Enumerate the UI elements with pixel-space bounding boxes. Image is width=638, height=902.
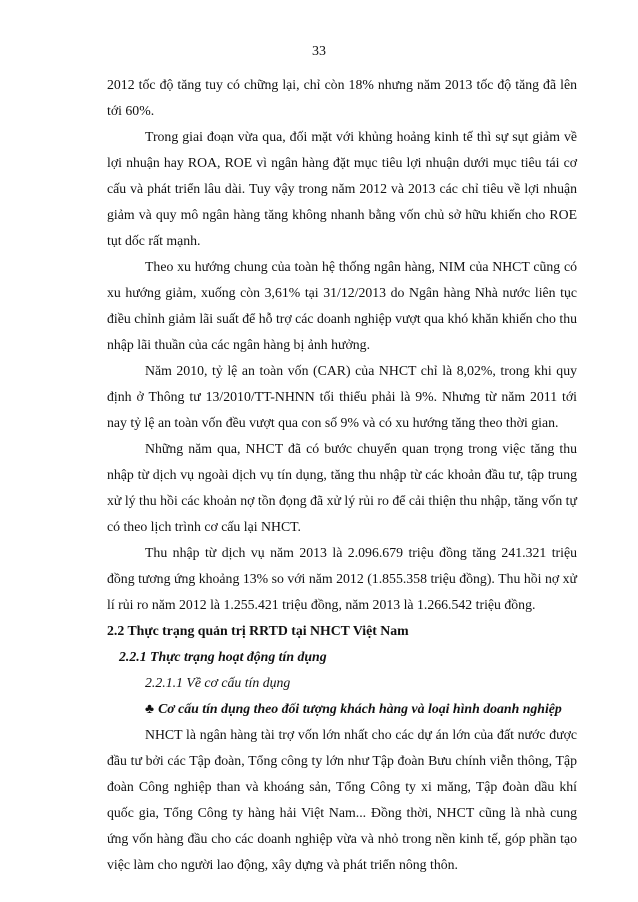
paragraph-profit-decline: Trong giai đoạn vừa qua, đối mặt với khủng hoảng kinh tế thì sự sụt giảm về lợi nhuận hay ROA, ROE vì ngân hàng đặt mục tiêu lợi nhuận dưới mục tiêu tái cơ cấu và phát triển lâu dài. Tuy vậy trong năm 2012 và 2013 các chỉ tiêu về lợi nhuận giảm và quy mô ngân hàng tăng không nhanh bằng vốn chủ sở hữu khiến cho ROE tụt dốc rất mạnh. <box>107 129 577 248</box>
page-number: 33 <box>312 44 326 59</box>
paragraph-car-ratio: Năm 2010, tỷ lệ an toàn vốn (CAR) của NHCT chỉ là 8,02%, trong khi quy định ở Thông tư 13/2010/TT-NHNN tối thiểu phải là 9%. Nhưng từ năm 2011 tới nay tỷ lệ an toàn vốn đều vượt qua con số 9% và có xu hướng tăng theo thời gian. <box>107 363 577 430</box>
paragraph-service-income: Thu nhập từ dịch vụ năm 2013 là 2.096.679 triệu đồng tăng 241.321 triệu đồng tương ứng khoảng 13% so với năm 2012 (1.855.358 triệu đồng). Thu hồi nợ xử lí rủi ro năm 2012 là 1.255.421 triệu đồng, năm 2013 là 1.266.542 triệu đồng. <box>107 545 577 612</box>
subsection-heading-credit-structure <box>107 696 577 722</box>
paragraph-nhct-funding: NHCT là ngân hàng tài trợ vốn lớn nhất cho các dự án lớn của đất nước được đầu tư bởi các Tập đoàn, Tổng công ty lớn như Tập đoàn Bưu chính viễn thông, Tập đoàn Công nghiệp than và khoáng sản, Tổng Công ty xi măng, Tập đoàn dầu khí quốc gia, Tổng Công ty hàng hải Việt Nam... Đồng thời, NHCT cũng là nhà cung ứng vốn hàng đầu cho các doanh nghiệp vừa và nhỏ trong nền kinh tế, góp phần tạo việc làm cho người lao động, xây dựng và phát triển nông thôn. <box>107 727 577 872</box>
section-heading-2-2-1: 2.2.1 Thực trạng hoạt động tín dụng <box>119 649 327 664</box>
paragraph-continuation: 2012 tốc độ tăng tuy có chững lại, chỉ còn 18% nhưng năm 2013 tốc độ tăng đã lên tới 60%. <box>107 77 577 118</box>
section-heading-2-2-1-1: 2.2.1.1 Về cơ cấu tín dụng <box>145 675 291 690</box>
document-body <box>107 72 577 878</box>
section-heading-2-2: 2.2 Thực trạng quản trị RRTD tại NHCT Việt Nam <box>107 623 409 638</box>
subsection-heading-text: Cơ cấu tín dụng theo đối tượng khách hàng và loại hình doanh nghiệp <box>158 701 562 716</box>
paragraph-income-shift: Những năm qua, NHCT đã có bước chuyển quan trọng trong việc tăng thu nhập từ dịch vụ ngoài dịch vụ tín dụng, tăng thu nhập từ các khoản đầu tư, tập trung xử lý thu hồi các khoản nợ tồn đọng đã xử lý rủi ro để cải thiện thu nhập, tăng vốn tự có theo lịch trình cơ cấu lại NHCT. <box>107 441 577 534</box>
club-icon: ♣ <box>145 701 155 716</box>
paragraph-nim-trend: Theo xu hướng chung của toàn hệ thống ngân hàng, NIM của NHCT cũng có xu hướng giảm, xuống còn 3,61% tại 31/12/2013 do Ngân hàng Nhà nước liên tục điều chỉnh giảm lãi suất để hỗ trợ các doanh nghiệp vượt qua khó khăn khiến cho thu nhập lãi thuần của các ngân hàng bị ảnh hưởng. <box>107 259 577 352</box>
